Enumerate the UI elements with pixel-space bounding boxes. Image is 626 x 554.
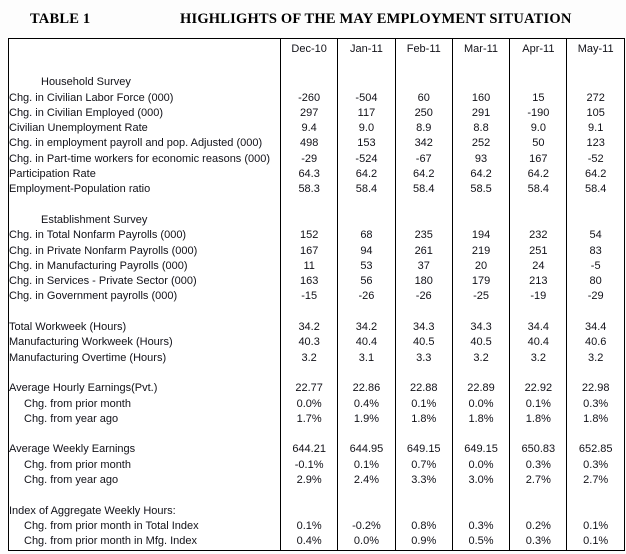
table-body <box>9 60 625 550</box>
row-label: Chg. in Total Nonfarm Payrolls (000) <box>9 229 187 242</box>
value-cell <box>567 198 624 213</box>
employment-highlights-table <box>8 38 625 551</box>
row-label: Chg. from year ago <box>24 474 119 487</box>
value-cell <box>338 198 395 213</box>
table-row <box>9 473 625 488</box>
value-cell <box>452 366 509 381</box>
value-cell: 167 <box>281 244 338 259</box>
value-cell: 232 <box>510 228 567 243</box>
value-cell: 2.4% <box>338 473 395 488</box>
row-label: Employment-Population ratio <box>9 183 151 196</box>
value-cell <box>567 305 624 320</box>
value-cell <box>338 60 395 75</box>
row-label: Chg. in Services - Private Sector (000) <box>9 275 197 288</box>
value-cell: 34.3 <box>452 320 509 335</box>
value-cell <box>338 504 395 519</box>
value-cell <box>395 60 452 75</box>
value-cell <box>567 213 624 228</box>
value-cell <box>281 305 338 320</box>
value-cell <box>452 213 509 228</box>
value-cell: 68 <box>338 228 395 243</box>
row-label: Chg. in Part-time workers for economic reasons (000) <box>9 152 271 165</box>
value-cell: 219 <box>452 244 509 259</box>
value-cell: 9.0 <box>338 121 395 136</box>
value-cell <box>452 488 509 503</box>
value-cell: 0.3% <box>510 458 567 473</box>
row-label <box>9 198 281 213</box>
value-cell: 297 <box>281 106 338 121</box>
value-cell: 20 <box>452 259 509 274</box>
value-cell <box>510 366 567 381</box>
value-cell: 0.9% <box>395 534 452 550</box>
value-cell: -67 <box>395 152 452 167</box>
value-cell: 22.77 <box>281 381 338 396</box>
value-cell: 644.21 <box>281 442 338 457</box>
value-cell: 167 <box>510 152 567 167</box>
row-label: Manufacturing Workweek (Hours) <box>9 336 173 349</box>
value-cell <box>281 60 338 75</box>
row-label <box>9 60 281 75</box>
value-cell: 64.2 <box>510 167 567 182</box>
value-cell: 64.3 <box>281 167 338 182</box>
value-cell: -190 <box>510 106 567 121</box>
value-cell <box>510 75 567 90</box>
value-cell: 1.9% <box>338 412 395 427</box>
value-cell: 34.2 <box>338 320 395 335</box>
value-cell <box>395 366 452 381</box>
value-cell: 0.8% <box>395 519 452 534</box>
row-label: Participation Rate <box>9 168 96 181</box>
value-cell: 123 <box>567 136 624 151</box>
row-label: Chg. in Civilian Employed (000) <box>9 106 164 119</box>
table-row <box>9 167 625 182</box>
table-row <box>9 121 625 136</box>
value-cell: 0.3% <box>567 397 624 412</box>
value-cell <box>395 504 452 519</box>
page-title: HIGHLIGHTS OF THE MAY EMPLOYMENT SITUATION <box>180 10 572 27</box>
value-cell <box>452 198 509 213</box>
value-cell: 22.92 <box>510 381 567 396</box>
value-cell <box>567 366 624 381</box>
value-cell: -524 <box>338 152 395 167</box>
value-cell: 58.4 <box>395 182 452 197</box>
value-cell <box>395 213 452 228</box>
value-cell: -260 <box>281 91 338 106</box>
table-row <box>9 351 625 366</box>
value-cell: -19 <box>510 289 567 304</box>
row-label: Index of Aggregate Weekly Hours: <box>9 504 176 517</box>
value-cell: 213 <box>510 274 567 289</box>
value-cell: 50 <box>510 136 567 151</box>
value-cell: 8.9 <box>395 121 452 136</box>
value-cell: 34.4 <box>510 320 567 335</box>
value-cell <box>338 213 395 228</box>
value-cell: 80 <box>567 274 624 289</box>
value-cell: 40.4 <box>338 335 395 350</box>
value-cell: 40.4 <box>510 335 567 350</box>
value-cell: 64.2 <box>567 167 624 182</box>
value-cell <box>281 198 338 213</box>
column-header-row <box>9 39 625 61</box>
row-label: Average Hourly Earnings(Pvt.) <box>9 382 158 395</box>
value-cell: 3.2 <box>452 351 509 366</box>
value-cell: 105 <box>567 106 624 121</box>
value-cell: 40.3 <box>281 335 338 350</box>
value-cell: 2.9% <box>281 473 338 488</box>
value-cell: 94 <box>338 244 395 259</box>
value-cell: 0.0% <box>452 397 509 412</box>
row-label <box>9 305 281 320</box>
title-row <box>0 0 626 38</box>
value-cell <box>567 75 624 90</box>
value-cell: -29 <box>281 152 338 167</box>
value-cell <box>395 427 452 442</box>
value-cell: 37 <box>395 259 452 274</box>
value-cell: 11 <box>281 259 338 274</box>
section-row <box>9 75 625 90</box>
value-cell: -504 <box>338 91 395 106</box>
value-cell <box>510 198 567 213</box>
column-header: May-11 <box>567 39 624 61</box>
value-cell: 0.1% <box>567 519 624 534</box>
value-cell: 0.3% <box>567 458 624 473</box>
column-header: Mar-11 <box>452 39 509 61</box>
table-row <box>9 228 625 243</box>
row-label: Average Weekly Earnings <box>9 443 136 456</box>
table-row <box>9 91 625 106</box>
value-cell <box>338 488 395 503</box>
value-cell: 56 <box>338 274 395 289</box>
table-row <box>9 106 625 121</box>
value-cell <box>510 427 567 442</box>
table-row <box>9 504 625 519</box>
table-row <box>9 244 625 259</box>
value-cell: 22.98 <box>567 381 624 396</box>
value-cell: 34.2 <box>281 320 338 335</box>
row-label: Chg. from prior month in Total Index <box>24 519 199 532</box>
value-cell: 153 <box>338 136 395 151</box>
value-cell: 58.3 <box>281 182 338 197</box>
spacer-row <box>9 198 625 213</box>
table-number-label: TABLE 1 <box>30 10 91 27</box>
value-cell <box>338 366 395 381</box>
value-cell: 1.7% <box>281 412 338 427</box>
table-row <box>9 534 625 550</box>
value-cell <box>510 305 567 320</box>
value-cell <box>510 60 567 75</box>
value-cell: 83 <box>567 244 624 259</box>
value-cell <box>338 75 395 90</box>
value-cell: 93 <box>452 152 509 167</box>
value-cell: 3.2 <box>281 351 338 366</box>
value-cell: -5 <box>567 259 624 274</box>
value-cell: 0.0% <box>281 397 338 412</box>
row-label: Chg. from prior month <box>24 458 131 471</box>
section-row <box>9 213 625 228</box>
table-row <box>9 152 625 167</box>
value-cell: 3.3% <box>395 473 452 488</box>
value-cell: 1.8% <box>452 412 509 427</box>
value-cell: 22.86 <box>338 381 395 396</box>
row-label: Chg. in Civilian Labor Force (000) <box>9 91 174 104</box>
value-cell: 40.6 <box>567 335 624 350</box>
value-cell: 0.1% <box>281 519 338 534</box>
value-cell: 194 <box>452 228 509 243</box>
row-label: Chg. from prior month in Mfg. Index <box>24 535 198 548</box>
row-label: Establishment Survey <box>41 213 148 226</box>
row-label <box>9 427 281 442</box>
value-cell: 261 <box>395 244 452 259</box>
table-header-row <box>9 39 625 61</box>
value-cell <box>567 504 624 519</box>
value-cell: 54 <box>567 228 624 243</box>
value-cell: 179 <box>452 274 509 289</box>
value-cell: 22.89 <box>452 381 509 396</box>
row-label: Manufacturing Overtime (Hours) <box>9 351 167 364</box>
table-row <box>9 335 625 350</box>
value-cell: 117 <box>338 106 395 121</box>
value-cell: 8.8 <box>452 121 509 136</box>
value-cell <box>281 366 338 381</box>
value-cell: -25 <box>452 289 509 304</box>
value-cell: 2.7% <box>567 473 624 488</box>
value-cell: -52 <box>567 152 624 167</box>
value-cell: 40.5 <box>395 335 452 350</box>
value-cell: 0.7% <box>395 458 452 473</box>
spacer-row <box>9 60 625 75</box>
value-cell <box>281 75 338 90</box>
row-label: Chg. in Government payrolls (000) <box>9 290 178 303</box>
value-cell: 0.4% <box>338 397 395 412</box>
value-cell: 650.83 <box>510 442 567 457</box>
value-cell <box>510 213 567 228</box>
value-cell: 34.4 <box>567 320 624 335</box>
value-cell: 1.8% <box>567 412 624 427</box>
corner-cell <box>9 39 281 61</box>
value-cell: 180 <box>395 274 452 289</box>
value-cell: 58.5 <box>452 182 509 197</box>
table-row <box>9 182 625 197</box>
value-cell: 58.4 <box>567 182 624 197</box>
value-cell: 0.5% <box>452 534 509 550</box>
value-cell: 3.0% <box>452 473 509 488</box>
value-cell: 15 <box>510 91 567 106</box>
value-cell: 250 <box>395 106 452 121</box>
spacer-row <box>9 366 625 381</box>
row-label: Household Survey <box>41 76 131 89</box>
value-cell: 251 <box>510 244 567 259</box>
value-cell <box>338 305 395 320</box>
table-row <box>9 289 625 304</box>
table-row <box>9 442 625 457</box>
value-cell: 53 <box>338 259 395 274</box>
value-cell: 0.3% <box>452 519 509 534</box>
value-cell: 58.4 <box>510 182 567 197</box>
value-cell: 9.4 <box>281 121 338 136</box>
row-label: Chg. in employment payroll and pop. Adjusted (000) <box>9 137 263 150</box>
value-cell <box>510 504 567 519</box>
value-cell: 0.1% <box>510 397 567 412</box>
value-cell: 58.4 <box>338 182 395 197</box>
value-cell: 3.2 <box>567 351 624 366</box>
table-row <box>9 458 625 473</box>
value-cell: 160 <box>452 91 509 106</box>
value-cell <box>281 427 338 442</box>
row-label: Chg. in Manufacturing Payrolls (000) <box>9 259 188 272</box>
column-header: Apr-11 <box>510 39 567 61</box>
value-cell: 0.4% <box>281 534 338 550</box>
value-cell: 22.88 <box>395 381 452 396</box>
value-cell: 0.3% <box>510 534 567 550</box>
value-cell: 291 <box>452 106 509 121</box>
value-cell <box>281 488 338 503</box>
table-row <box>9 519 625 534</box>
value-cell <box>395 305 452 320</box>
value-cell <box>452 60 509 75</box>
value-cell: 9.0 <box>510 121 567 136</box>
value-cell: 2.7% <box>510 473 567 488</box>
value-cell <box>452 427 509 442</box>
value-cell <box>452 305 509 320</box>
value-cell <box>338 427 395 442</box>
value-cell: 649.15 <box>452 442 509 457</box>
value-cell <box>567 427 624 442</box>
value-cell <box>281 504 338 519</box>
column-header: Feb-11 <box>395 39 452 61</box>
table-row <box>9 136 625 151</box>
value-cell: 0.0% <box>452 458 509 473</box>
value-cell: 3.2 <box>510 351 567 366</box>
value-cell: 0.1% <box>567 534 624 550</box>
value-cell: 0.0% <box>338 534 395 550</box>
value-cell <box>281 213 338 228</box>
table-row <box>9 259 625 274</box>
row-label: Civilian Unemployment Rate <box>9 122 148 135</box>
value-cell: 3.3 <box>395 351 452 366</box>
value-cell: 1.8% <box>395 412 452 427</box>
value-cell <box>452 75 509 90</box>
value-cell <box>395 75 452 90</box>
value-cell: 40.5 <box>452 335 509 350</box>
value-cell: 34.3 <box>395 320 452 335</box>
value-cell <box>567 488 624 503</box>
value-cell: 272 <box>567 91 624 106</box>
column-header: Dec-10 <box>281 39 338 61</box>
value-cell: -29 <box>567 289 624 304</box>
value-cell: -15 <box>281 289 338 304</box>
row-label: Chg. from prior month <box>24 397 131 410</box>
value-cell <box>510 488 567 503</box>
value-cell: -26 <box>395 289 452 304</box>
value-cell: -26 <box>338 289 395 304</box>
table-row <box>9 381 625 396</box>
value-cell: 252 <box>452 136 509 151</box>
value-cell: 1.8% <box>510 412 567 427</box>
value-cell: 235 <box>395 228 452 243</box>
row-label <box>9 366 281 381</box>
table-row <box>9 397 625 412</box>
column-header: Jan-11 <box>338 39 395 61</box>
row-label <box>9 488 281 503</box>
value-cell: 60 <box>395 91 452 106</box>
value-cell: 64.2 <box>338 167 395 182</box>
value-cell: 152 <box>281 228 338 243</box>
value-cell <box>395 488 452 503</box>
value-cell <box>452 504 509 519</box>
value-cell: 652.85 <box>567 442 624 457</box>
spacer-row <box>9 427 625 442</box>
value-cell: 163 <box>281 274 338 289</box>
value-cell: 342 <box>395 136 452 151</box>
table-row <box>9 320 625 335</box>
value-cell: 64.2 <box>452 167 509 182</box>
row-label: Chg. from year ago <box>24 412 119 425</box>
value-cell: 0.1% <box>395 397 452 412</box>
value-cell: -0.2% <box>338 519 395 534</box>
value-cell: 644.95 <box>338 442 395 457</box>
table-row <box>9 412 625 427</box>
spacer-row <box>9 305 625 320</box>
value-cell <box>567 60 624 75</box>
value-cell: 24 <box>510 259 567 274</box>
row-label: Total Workweek (Hours) <box>9 321 127 334</box>
value-cell: 9.1 <box>567 121 624 136</box>
table-row <box>9 274 625 289</box>
spacer-row <box>9 488 625 503</box>
value-cell <box>395 198 452 213</box>
row-label: Chg. in Private Nonfarm Payrolls (000) <box>9 244 198 257</box>
value-cell: 498 <box>281 136 338 151</box>
value-cell: 3.1 <box>338 351 395 366</box>
value-cell: -0.1% <box>281 458 338 473</box>
value-cell: 0.1% <box>338 458 395 473</box>
value-cell: 0.2% <box>510 519 567 534</box>
value-cell: 649.15 <box>395 442 452 457</box>
value-cell: 64.2 <box>395 167 452 182</box>
